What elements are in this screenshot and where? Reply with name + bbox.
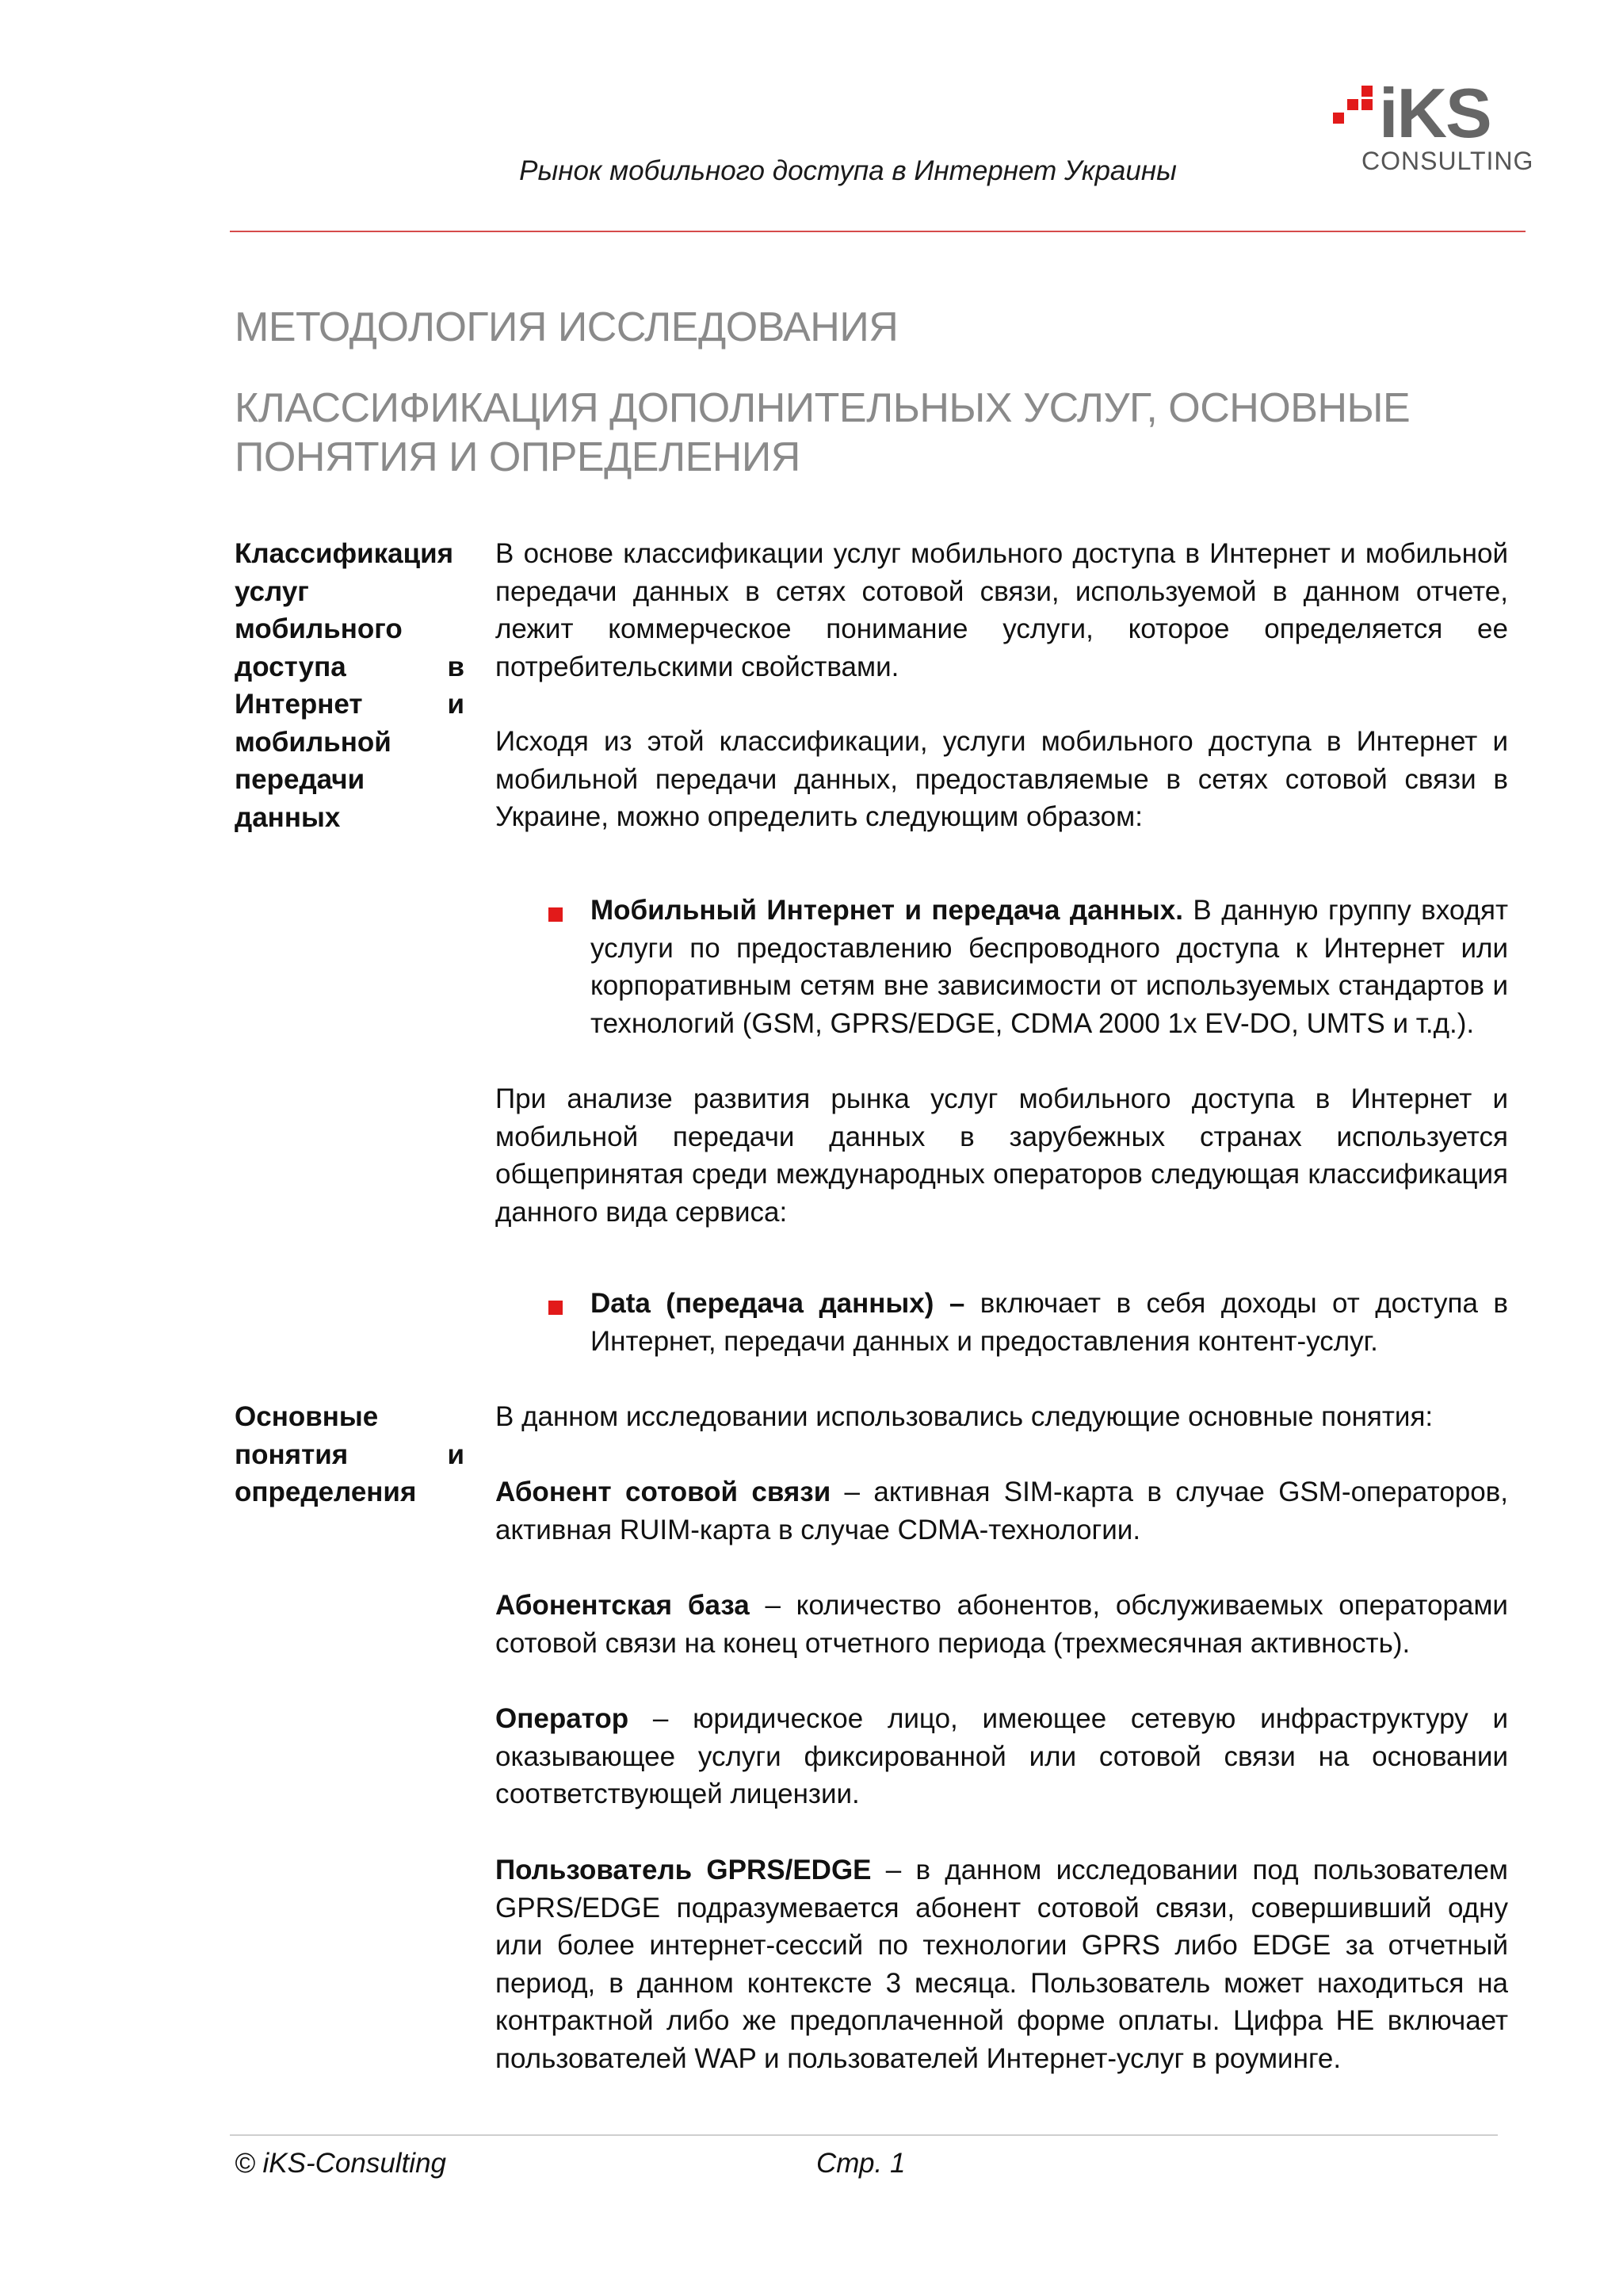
logo-subtitle: CONSULTING	[1361, 147, 1534, 175]
definition-text: – количество абонентов, обслуживаемых операторами сотовой связи на конец отчетного периода (трехмесячная активность).	[495, 1590, 1508, 1659]
logo-text: iKS	[1379, 74, 1491, 152]
logo-square-icon	[1361, 86, 1373, 97]
paragraph: При анализе развития рынка услуг мобильного доступа в Интернет и мобильной передачи данных в зарубежных странах используется общепринятая среди международных операторов следующая классификация данного вида сервиса:	[495, 1083, 1508, 1228]
definition-text: – активная SIM-карта в случае GSM-операторов, активная RUIM-карта в случае CDMA-технологии.	[495, 1477, 1508, 1545]
definition-term: Пользователь GPRS/EDGE	[495, 1855, 872, 1885]
side-label-classification: Классификация услуг мобильного доступа в Интернет и мобильной передачи данных	[235, 538, 464, 833]
logo-square-icon	[1333, 113, 1344, 124]
page-number: Стр. 1	[816, 2148, 906, 2179]
section-heading: МЕТОДОЛОГИЯ ИССЛЕДОВАНИЯ	[235, 304, 899, 350]
definition	[495, 1587, 1508, 1662]
header-divider	[230, 231, 1526, 232]
bullet-item	[590, 1285, 1508, 1360]
logo-square-icon	[1347, 99, 1358, 110]
definition	[495, 1473, 1508, 1549]
definition-term: Абонент сотовой связи	[495, 1477, 831, 1507]
paragraph: В основе классификации услуг мобильного доступа в Интернет и мобильной передачи данных в сетях сотовой связи, используемой в данном отчете, лежит коммерческое понимание услуги, которое определяется ее потребительскими свойствами.	[495, 538, 1508, 682]
footer-divider	[230, 2134, 1498, 2136]
definition-term: Абонентская база	[495, 1590, 750, 1621]
definition-term: Оператор	[495, 1703, 629, 1734]
paragraph: В данном исследовании использовались следующие основные понятия:	[495, 1401, 1434, 1432]
bullet-term: Мобильный Интернет и передача данных.	[590, 895, 1183, 926]
logo-square-icon	[1361, 99, 1373, 110]
footer-copyright: © iKS-Consulting	[235, 2148, 447, 2179]
bullet-term: Data (передача данных) –	[590, 1288, 965, 1319]
bullet-text: В данную группу входят услуги по предоставлению беспроводного доступа к Интернет или корпоративным сетям вне зависимости от используемых стандартов и технологий (GSM, GPRS/EDGE, CDMA 2000 1x EV-DO, UMTS и т.д.).	[590, 895, 1508, 1039]
bullet-square-icon	[548, 907, 563, 922]
paragraph: Исходя из этой классификации, услуги мобильного доступа в Интернет и мобильной передачи данных, предоставляемые в сетях сотовой связи в Украине, можно определить следующим образом:	[495, 726, 1508, 832]
side-label-definitions: Основные понятия и определения	[235, 1401, 464, 1507]
bullet-text: включает в себя доходы от доступа в Интернет, передачи данных и предоставления контент-услуг.	[590, 1288, 1508, 1357]
definition-text: – в данном исследовании под пользователем GPRS/EDGE подразумевается абонент сотовой связи, совершивший одну или более интернет-сессий по технологии GPRS либо EDGE за отчетный период, в данном контексте 3 месяца. Пользователь может находиться на контрактной либо же предоплаченной форме оплаты. Цифра НЕ включает пользователей WAP и пользователей Интернет-услуг в роуминге.	[495, 1855, 1508, 2074]
bullet-square-icon	[548, 1301, 563, 1315]
definition-text: – юридическое лицо, имеющее сетевую инфраструктуру и оказывающее услуги фиксированной или сотовой связи на основании соответствующей лицензии.	[495, 1703, 1508, 1809]
definition	[495, 1700, 1508, 1813]
definition	[495, 1851, 1508, 2077]
subsection-heading: КЛАССИФИКАЦИЯ ДОПОЛНИТЕЛЬНЫХ УСЛУГ, ОСНОВНЫЕ ПОНЯТИЯ И ОПРЕДЕЛЕНИЯ	[235, 385, 1411, 480]
running-header-title: Рынок мобильного доступа в Интернет Украины	[519, 155, 1177, 186]
bullet-item	[590, 892, 1508, 1042]
